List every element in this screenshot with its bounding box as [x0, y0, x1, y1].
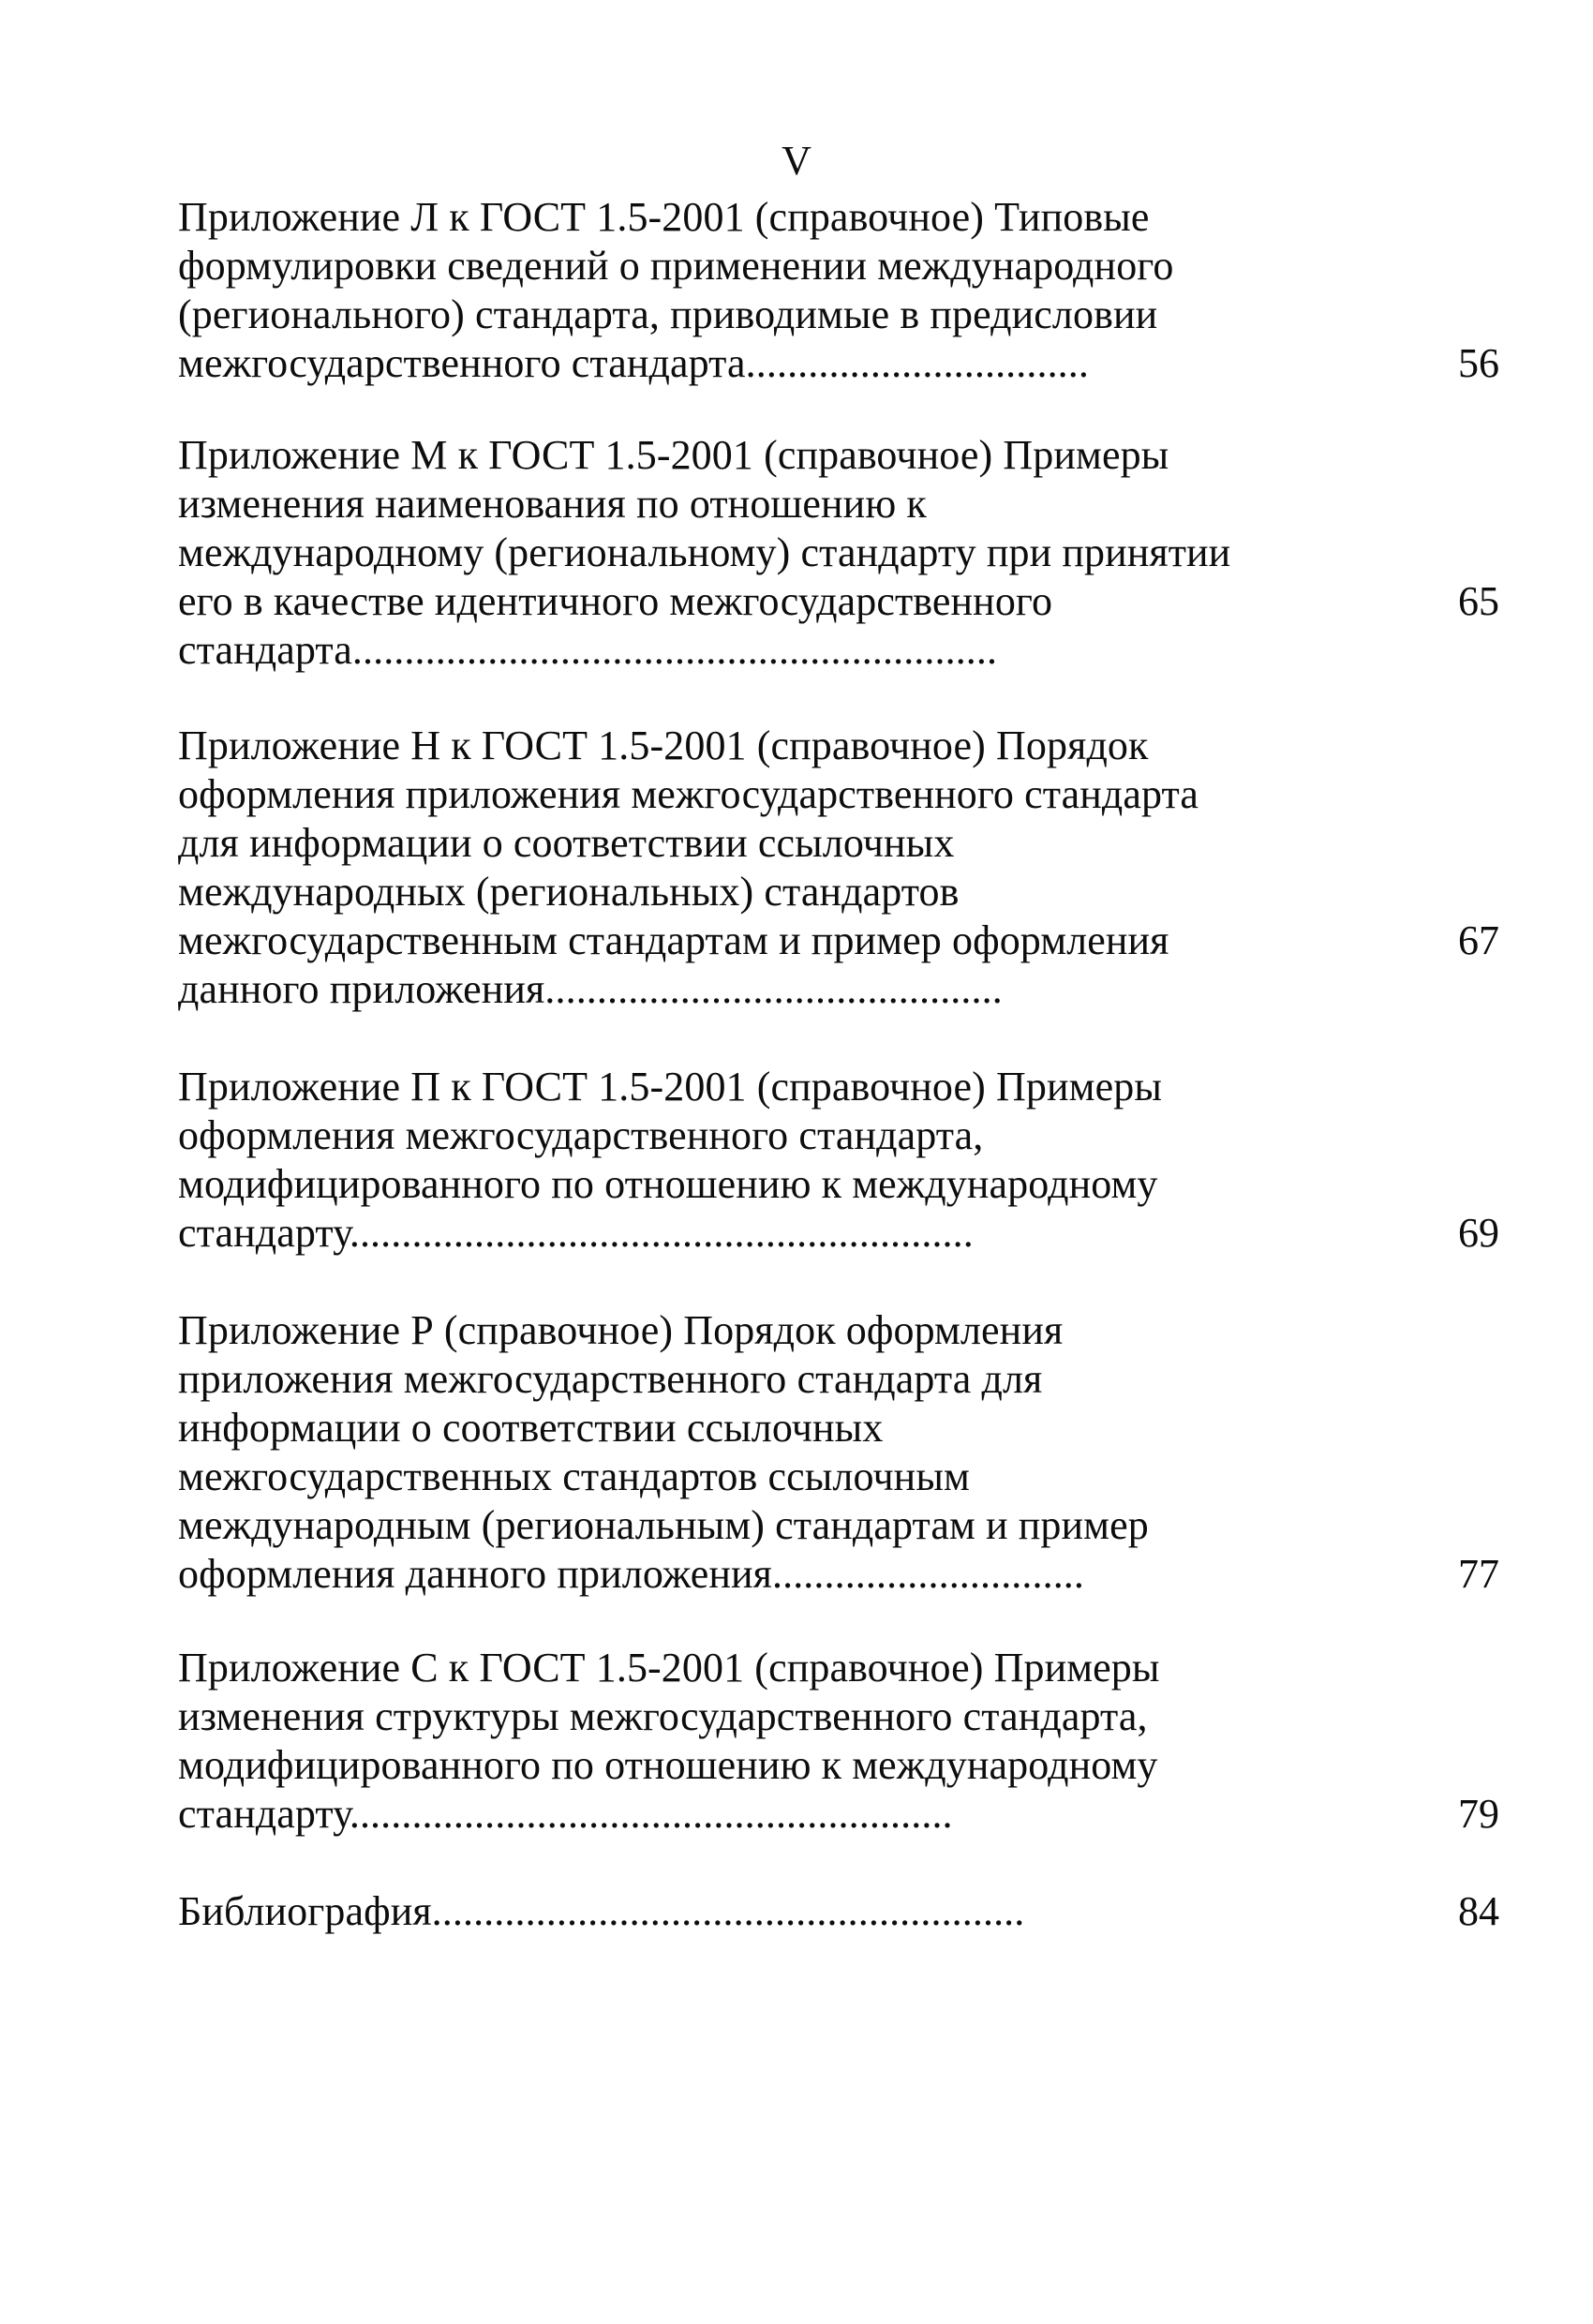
toc-entry-line: изменения наименования по отношению к: [178, 481, 927, 527]
toc-entry[interactable]: [178, 1306, 1490, 1599]
toc-entry-line: межгосударственного стандарта.................................: [178, 340, 1089, 386]
toc-entry-line: межгосударственным стандартам и пример оформления: [178, 917, 1169, 963]
toc-entry[interactable]: [178, 1644, 1490, 1839]
toc-page-number: 69: [1458, 1210, 1499, 1256]
toc-entry-line: приложения межгосударственного стандарта для: [178, 1356, 1043, 1402]
toc-entry-line: его в качестве идентичного межгосударственного: [178, 578, 1053, 624]
toc-entry-line: (регионального) стандарта, приводимые в предисловии: [178, 291, 1158, 337]
toc-page-number: 67: [1458, 917, 1499, 963]
toc-entry-line: для информации о соответствии ссылочных: [178, 820, 955, 866]
toc-entry-line: данного приложения............................................: [178, 966, 1003, 1012]
toc-page-number: 65: [1458, 578, 1499, 624]
toc-entry[interactable]: [178, 1063, 1490, 1258]
toc-page-number: 77: [1458, 1551, 1499, 1597]
toc-entry-line: Приложение М к ГОСТ 1.5-2001 (справочное) Примеры: [178, 432, 1169, 478]
toc-entry-line: информации о соответствии ссылочных: [178, 1405, 884, 1451]
toc-entry-line: изменения структуры межгосударственного стандарта,: [178, 1693, 1148, 1739]
toc-entry[interactable]: [178, 722, 1490, 1014]
toc-entry[interactable]: [178, 193, 1490, 388]
toc-entry-line: стандарта..............................................................: [178, 627, 998, 673]
toc-entry-line: стандарту..........................................................: [178, 1791, 953, 1837]
toc-entry-line: международному (региональному) стандарту при принятии: [178, 529, 1231, 575]
toc-entry-line: международным (региональным) стандартам и пример: [178, 1502, 1149, 1548]
toc-entry-line: Библиография.........................................................: [178, 1888, 1025, 1934]
toc-page-number: 79: [1458, 1791, 1499, 1837]
toc-page-number: 56: [1458, 340, 1499, 386]
toc-page-number: 84: [1458, 1888, 1499, 1934]
toc-entry-line: Приложение Р (справочное) Порядок оформления: [178, 1307, 1064, 1353]
toc-entry-line: модифицированного по отношению к международному: [178, 1161, 1158, 1207]
toc-entry-line: формулировки сведений о применении международного: [178, 243, 1174, 289]
toc-entry[interactable]: [178, 1887, 1490, 1936]
toc-entry-line: стандарту............................................................: [178, 1210, 974, 1256]
toc-entry-line: оформления приложения межгосударственного стандарта: [178, 771, 1199, 817]
toc-entry-line: оформления межгосударственного стандарта,: [178, 1112, 984, 1158]
toc-entry-line: Приложение Н к ГОСТ 1.5-2001 (справочное) Порядок: [178, 723, 1149, 768]
toc-entry-line: международных (региональных) стандартов: [178, 869, 960, 915]
toc-entry-line: межгосударственных стандартов ссылочным: [178, 1453, 970, 1499]
toc-entry-line: оформления данного приложения..............................: [178, 1551, 1085, 1597]
page-number: V: [782, 138, 811, 184]
toc-entry-line: модифицированного по отношению к международному: [178, 1742, 1158, 1788]
toc-entry-line: Приложение С к ГОСТ 1.5-2001 (справочное) Примеры: [178, 1645, 1160, 1691]
toc-entry-line: Приложение Л к ГОСТ 1.5-2001 (справочное) Типовые: [178, 194, 1150, 240]
toc-entry-line: Приложение П к ГОСТ 1.5-2001 (справочное) Примеры: [178, 1064, 1162, 1110]
toc-entry[interactable]: [178, 431, 1490, 675]
